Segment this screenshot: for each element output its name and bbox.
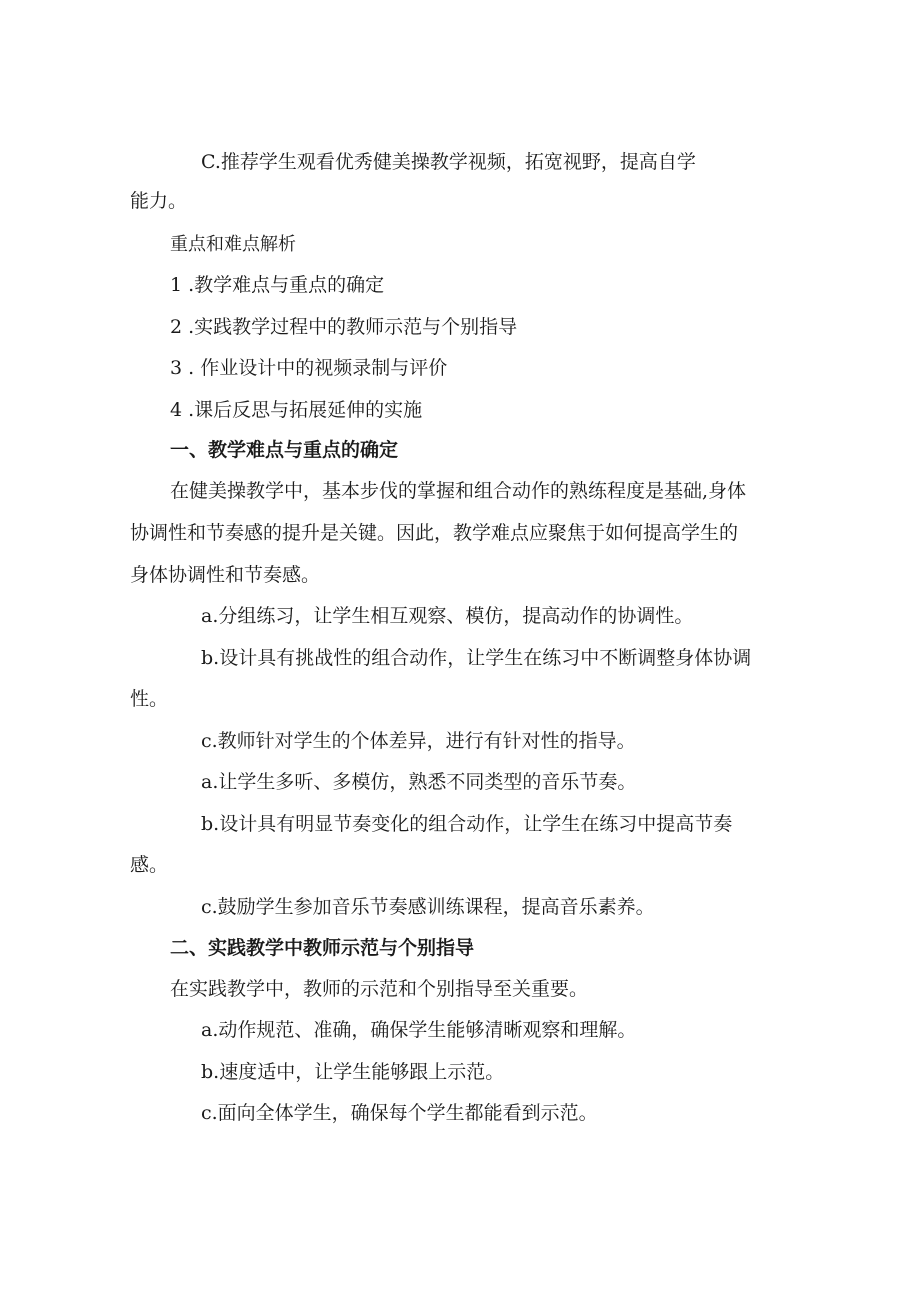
paragraph-line: 在健美操教学中，基本步伐的掌握和组合动作的熟练程度是基础,身体	[170, 480, 747, 502]
paragraph-line: b.设计具有明显节奏变化的组合动作，让学生在练习中提高节奏	[201, 813, 733, 835]
paragraph-line: 协调性和节奏感的提升是关键。因此，教学难点应聚焦于如何提高学生的	[130, 522, 739, 544]
list-item: 4 .课后反思与拓展延伸的实施	[170, 399, 423, 421]
paragraph-line: c.教师针对学生的个体差异，进行有针对性的指导。	[201, 730, 636, 752]
paragraph-line: a.让学生多听、多模仿，熟悉不同类型的音乐节奏。	[201, 771, 637, 793]
paragraph-line: b.速度适中，让学生能够跟上示范。	[201, 1061, 505, 1083]
paragraph-line: C.推荐学生观看优秀健美操教学视频，拓宽视野，提高自学	[201, 151, 696, 173]
paragraph-line: a.分组练习，让学生相互观察、模仿，提高动作的协调性。	[201, 605, 694, 627]
paragraph-line: 在实践教学中，教师的示范和个别指导至关重要。	[170, 978, 589, 1000]
paragraph-line: c.鼓励学生参加音乐节奏感训练课程，提高音乐素养。	[201, 896, 655, 918]
list-item: 1 .教学难点与重点的确定	[170, 274, 385, 296]
paragraph-line: a.动作规范、准确，确保学生能够清晰观察和理解。	[201, 1019, 637, 1041]
section-heading: 重点和难点解析	[170, 234, 296, 255]
paragraph-line: c.面向全体学生，确保每个学生都能看到示范。	[201, 1102, 598, 1124]
section-heading: 一、教学难点与重点的确定	[170, 439, 399, 461]
paragraph-line: 感。	[130, 854, 169, 876]
paragraph-line: 性。	[130, 688, 169, 710]
paragraph-line: b.设计具有挑战性的组合动作，让学生在练习中不断调整身体协调	[201, 647, 752, 669]
paragraph-line: 能力。	[130, 190, 188, 212]
list-item: 2 .实践教学过程中的教师示范与个别指导	[170, 316, 518, 338]
paragraph-line: 身体协调性和节奏感。	[130, 564, 321, 586]
list-item: 3 . 作业设计中的视频录制与评价	[170, 357, 448, 379]
section-heading: 二、实践教学中教师示范与个别指导	[170, 937, 475, 959]
